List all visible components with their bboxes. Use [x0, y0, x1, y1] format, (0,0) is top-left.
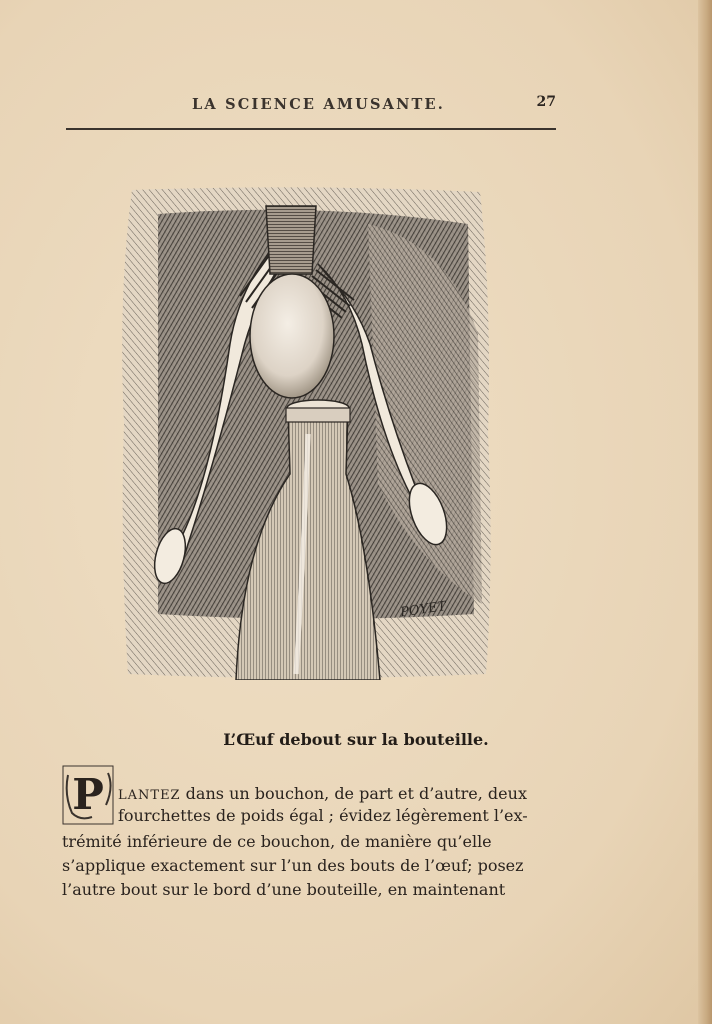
cork	[266, 206, 316, 274]
book-spine-shadow	[698, 0, 712, 1024]
body-line-3: trémité inférieure de ce bouchon, de manière qu’elle	[62, 832, 492, 851]
body-line-1-rest: dans un bouchon, de part et d’autre, deux	[180, 784, 527, 803]
egg	[250, 274, 334, 398]
running-head	[66, 92, 556, 122]
body-line-2: fourchettes de poids égal ; évidez légèrement l’ex-	[118, 806, 528, 825]
header-rule	[66, 128, 556, 130]
svg-text:P: P	[72, 770, 104, 819]
figure-caption: L’Œuf debout sur la bouteille.	[223, 730, 489, 749]
page-number: 27	[536, 94, 556, 110]
body-line-4: s’applique exactement sur l’un des bouts de l’œuf; posez	[62, 856, 524, 875]
artist-signature: POYET	[399, 599, 448, 621]
ornamental-dropcap	[62, 765, 114, 825]
body-line-1	[118, 784, 527, 803]
egg-on-bottle-engraving	[118, 184, 494, 680]
body-line-5: l’autre bout sur le bord d’une bouteille, en maintenant	[62, 880, 506, 899]
smallcaps-lead: LANTEZ	[118, 788, 181, 803]
running-title: LA SCIENCE AMUSANTE.	[192, 96, 446, 113]
